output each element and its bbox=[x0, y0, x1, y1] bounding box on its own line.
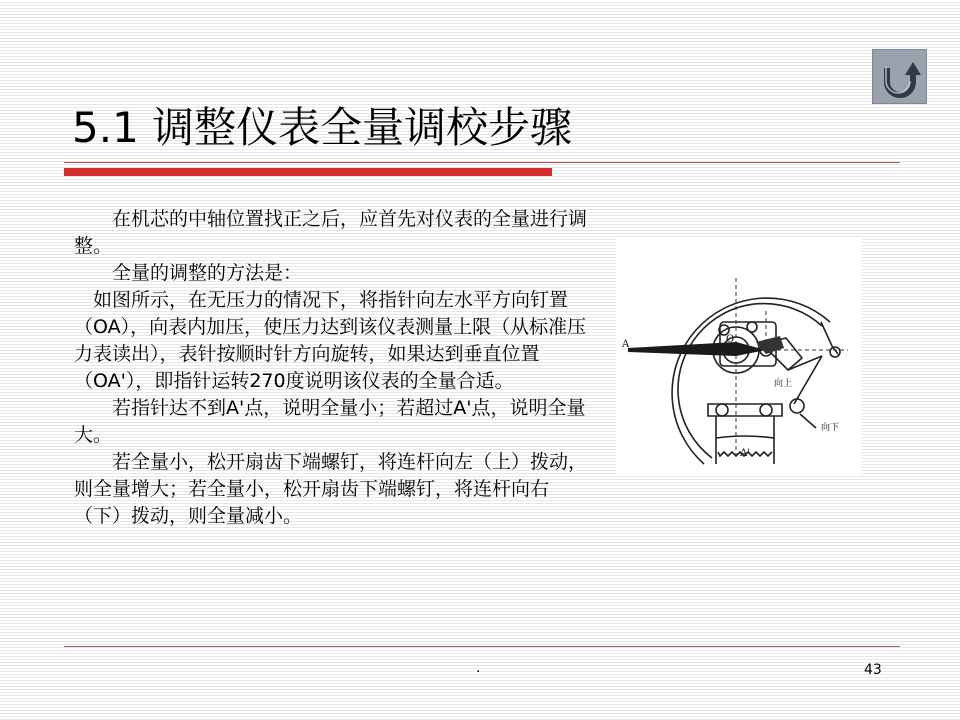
return-button[interactable] bbox=[872, 49, 927, 104]
return-arrow-icon bbox=[873, 50, 928, 105]
label-a-prime: A' bbox=[740, 448, 750, 459]
label-down: 向下 bbox=[821, 423, 840, 433]
paragraph-intro: 在机芯的中轴位置找正之后，应首先对仪表的全量进行调整。 bbox=[74, 208, 588, 257]
footer-divider bbox=[64, 646, 900, 647]
label-o: O bbox=[726, 334, 735, 345]
paragraph-judgement: 若指针达不到A'点，说明全量小；若超过A'点，说明全量大。 bbox=[74, 397, 586, 446]
gauge-diagram-svg bbox=[616, 238, 862, 474]
title-divider-bar bbox=[64, 168, 552, 176]
label-up: 向上 bbox=[774, 379, 793, 389]
label-a: A bbox=[622, 339, 630, 350]
slide-title: 5.1 调整仪表全量调校步骤 bbox=[72, 103, 573, 152]
gauge-mechanism-diagram bbox=[616, 238, 862, 474]
footer-dot: . bbox=[476, 660, 481, 676]
paragraph-correction: 若全量小，松开扇齿下端螺钉，将连杆向左（上）拨动，则全量增大；若全量小，松开扇齿下端螺钉，将连杆向右（下）拨动，则全量减小。 bbox=[74, 451, 588, 527]
paragraph-procedure: 如图所示，在无压力的情况下，将指针向左水平方向钉置（OA），向表内加压，使压力达到该仪表测量上限（从标准压力表读出），表针按顺时针方向旋转，如果达到垂直位置（OA'），即指针运转270度说明该仪表的全量合适。 bbox=[74, 289, 587, 392]
title-divider-thin bbox=[64, 162, 900, 163]
body-text bbox=[74, 206, 594, 530]
paragraph-method-heading: 全量的调整的方法是： bbox=[74, 262, 303, 284]
page-number: 43 bbox=[864, 662, 882, 678]
